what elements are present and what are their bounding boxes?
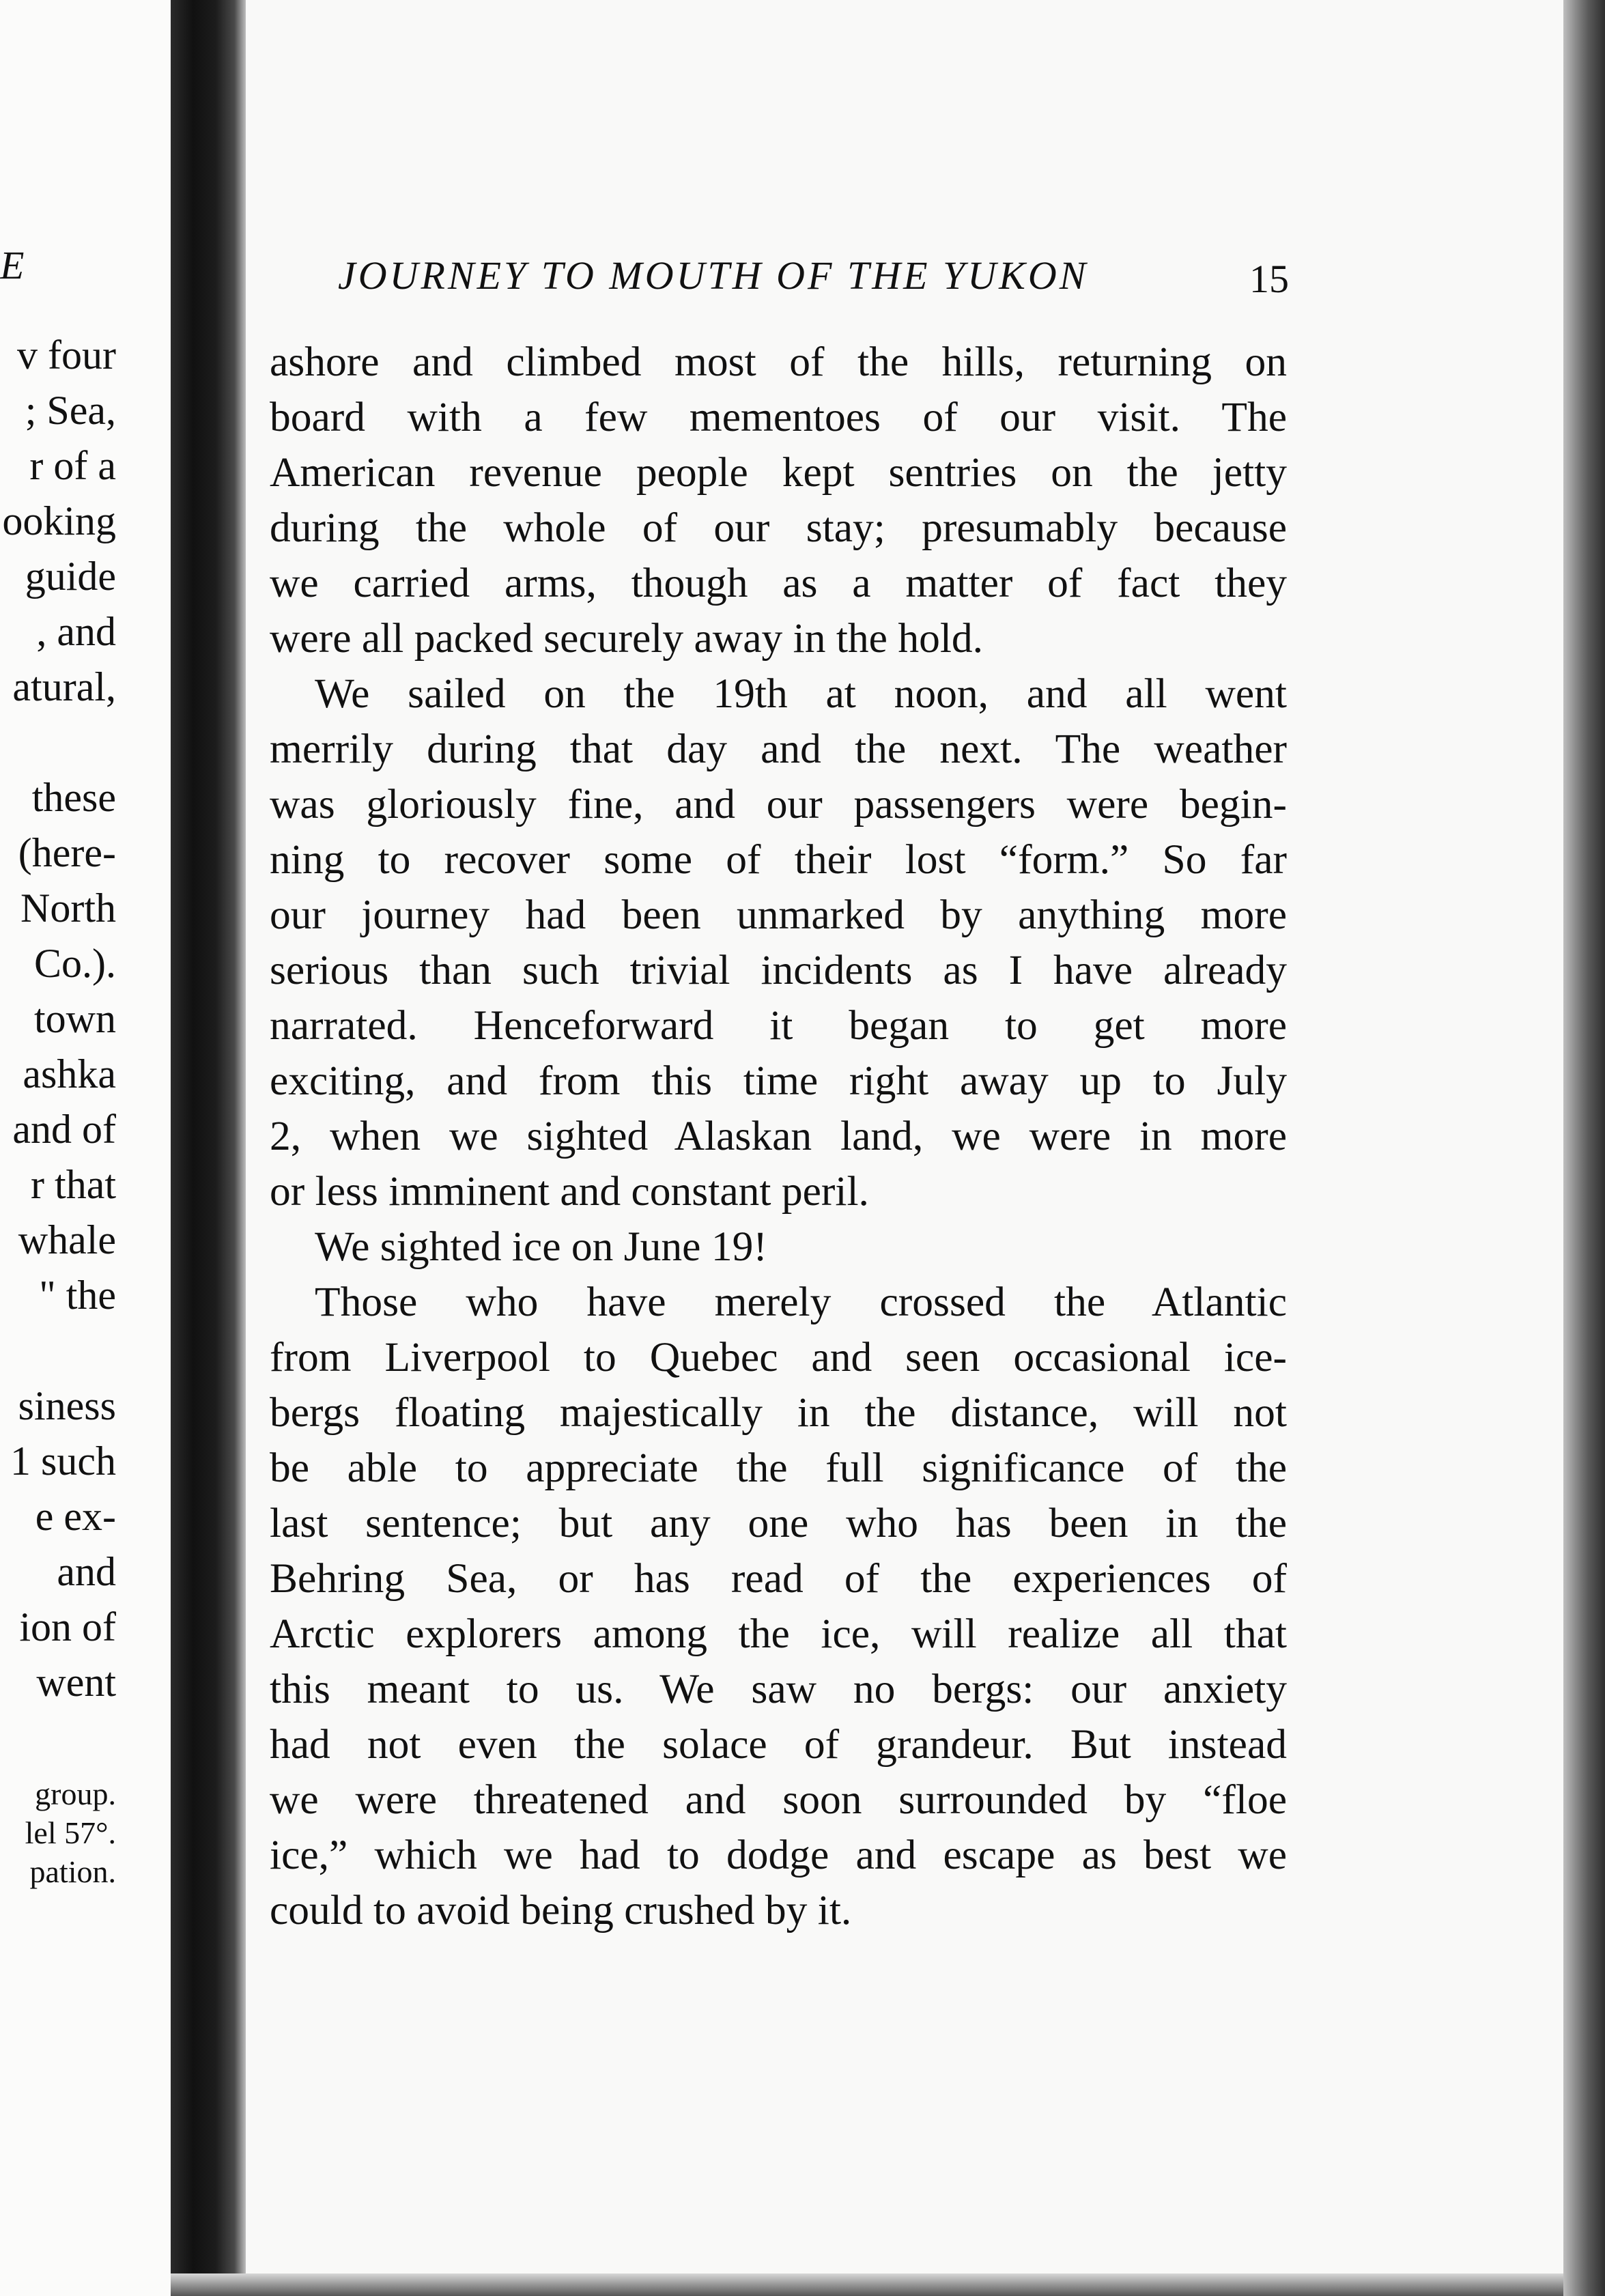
- left-text-fragment: , and: [36, 609, 116, 654]
- page-edge-shadow: [1563, 0, 1605, 2296]
- text-line: exciting, and from this time right away up to July: [270, 1058, 1287, 1104]
- text-line: Behring Sea, or has read of the experiences of: [270, 1555, 1287, 1602]
- left-text-fragment: ooking: [2, 498, 116, 543]
- left-text-fragment: r of a: [29, 443, 116, 488]
- text-line: ashore and climbed most of the hills, returning on: [270, 339, 1287, 385]
- text-line: 2, when we sighted Alaskan land, we were in more: [270, 1113, 1287, 1159]
- left-text-fragment: ashka: [23, 1051, 116, 1096]
- left-text-fragment: went: [36, 1660, 116, 1705]
- text-line: were all packed securely away in the hold.: [270, 615, 984, 662]
- text-line: our journey had been unmarked by anything more: [270, 892, 1287, 938]
- left-text-fragment: r that: [31, 1162, 116, 1207]
- left-facing-page: [0, 0, 171, 2296]
- left-text-fragment: and of: [12, 1107, 116, 1152]
- left-text-fragment: Co.).: [34, 941, 116, 986]
- body-text: [270, 335, 1287, 1938]
- text-line: last sentence; but any one who has been in the: [270, 1500, 1287, 1546]
- text-line: bergs floating majestically in the distance, will not: [270, 1389, 1287, 1436]
- text-line: be able to appreciate the full significance of the: [270, 1445, 1287, 1491]
- left-text-fragment: v four: [17, 332, 116, 378]
- bottom-edge-shadow: [171, 2273, 1563, 2296]
- left-text-fragment: atural,: [12, 664, 116, 709]
- left-footnote-fragment: lel 57°.: [25, 1815, 116, 1850]
- left-text-fragment: (here-: [18, 830, 116, 875]
- text-line: We sailed on the 19th at noon, and all went: [315, 670, 1287, 717]
- text-line: narrated. Henceforward it began to get more: [270, 1002, 1287, 1049]
- left-text-fragment: whale: [18, 1217, 116, 1262]
- text-line: serious than such trivial incidents as I have already: [270, 947, 1287, 993]
- book-gutter-shadow: [171, 0, 246, 2296]
- running-head: JOURNEY TO MOUTH OF THE YUKON: [338, 253, 1089, 298]
- text-line: we were threatened and soon surrounded by “floe: [270, 1776, 1287, 1823]
- left-running-head-fragment: E: [0, 243, 25, 287]
- left-text-fragment: 1 such: [10, 1438, 116, 1484]
- left-text-fragment: these: [31, 775, 116, 820]
- left-text-fragment: North: [20, 885, 116, 931]
- text-line: ning to recover some of their lost “form.” So far: [270, 836, 1287, 883]
- text-line: during the whole of our stay; presumably because: [270, 505, 1287, 551]
- text-line: from Liverpool to Quebec and seen occasional ice-: [270, 1334, 1287, 1380]
- left-text-fragment: and: [57, 1549, 116, 1594]
- left-text-fragment: e ex-: [35, 1494, 116, 1539]
- text-line: Those who have merely crossed the Atlantic: [315, 1279, 1287, 1325]
- left-text-fragment: ; Sea,: [25, 388, 116, 433]
- text-line: we carried arms, though as a matter of fact they: [270, 560, 1287, 606]
- text-line: was gloriously fine, and our passengers were begin-: [270, 781, 1287, 827]
- left-text-fragment: siness: [18, 1383, 116, 1428]
- text-line: could to avoid being crushed by it.: [270, 1887, 852, 1933]
- text-line: or less imminent and constant peril.: [270, 1168, 869, 1215]
- text-line: had not even the solace of grandeur. But instead: [270, 1721, 1287, 1768]
- left-text-fragment: " the: [39, 1273, 116, 1318]
- text-line: board with a few mementoes of our visit. The: [270, 394, 1287, 440]
- left-text-fragment: ion of: [19, 1604, 116, 1649]
- text-line: ice,” which we had to dodge and escape as best we: [270, 1832, 1287, 1878]
- left-text-fragment: town: [34, 996, 116, 1041]
- left-footnote-fragment: pation.: [29, 1854, 116, 1889]
- text-line: this meant to us. We saw no bergs: our anxiety: [270, 1666, 1287, 1712]
- left-text-fragment: guide: [25, 554, 116, 599]
- left-footnote-fragment: group.: [35, 1776, 116, 1811]
- text-line: merrily during that day and the next. The weather: [270, 726, 1287, 772]
- text-line: We sighted ice on June 19!: [315, 1223, 767, 1270]
- text-line: American revenue people kept sentries on the jetty: [270, 449, 1287, 496]
- page-number: 15: [1249, 257, 1289, 301]
- text-line: Arctic explorers among the ice, will realize all that: [270, 1611, 1287, 1657]
